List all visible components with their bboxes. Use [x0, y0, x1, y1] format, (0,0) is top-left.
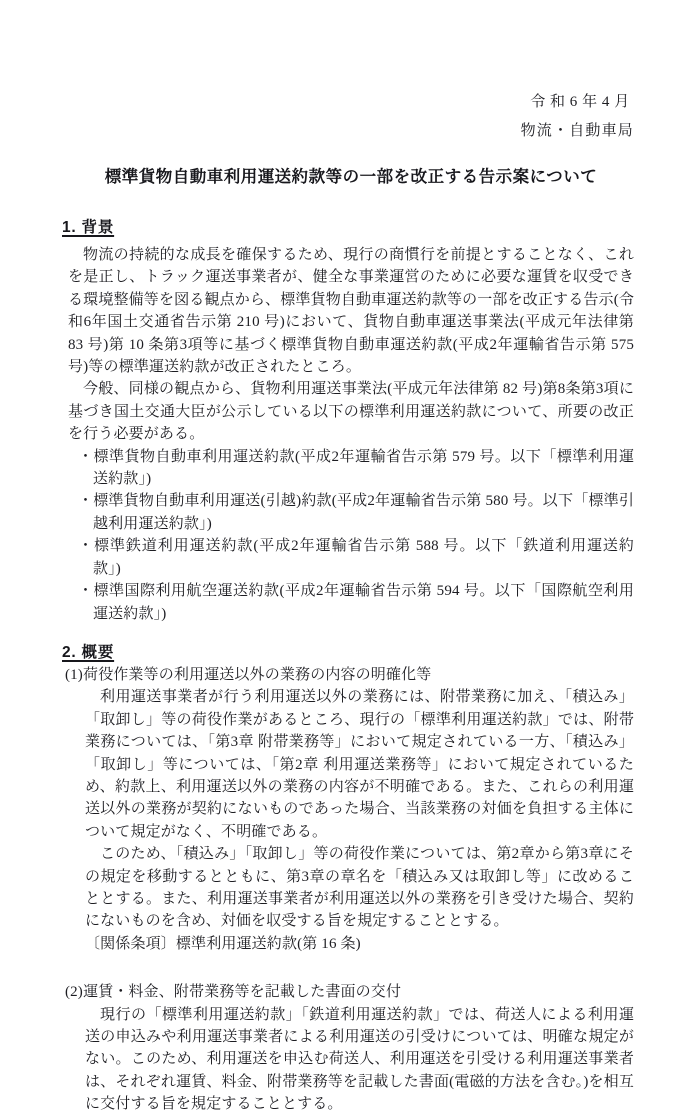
section-background-body — [68, 244, 634, 625]
tariff-list-item-1: ・標準貨物自動車利用運送約款(平成2年運輸省告示第 579 号。以下「標準利用運送約款」) — [78, 448, 634, 488]
subsection-2-heading: (2)運賃・料金、附帯業務等を記載した書面の交付 — [65, 984, 402, 1001]
issuing-bureau: 物流・自動車局 — [520, 123, 634, 139]
subsection-1-paragraph-2: このため、「積込み」「取卸し」等の荷役作業については、第2章から第3章にその規定を移動するとともに、第3章の章名を「積込み又は取卸し等」に改めることとする。また、利用運送事業者が利用運送以外の業務を引き受けた場合、契約にないものを含め、対価を収受する旨を規定することとする。 — [85, 846, 634, 930]
tariff-list — [78, 446, 634, 625]
tariff-list-item-4: ・標準国際利用航空運送約款(平成2年運輸省告示第 594 号。以下「国際航空利用運送約款」) — [78, 583, 634, 622]
issue-date: 令和6年4月 — [530, 94, 634, 110]
background-paragraph-1: 物流の持続的な成長を確保するため、現行の商慣行を前提とすることなく、これを是正し、トラック運送事業者が、健全な事業運営のために必要な運賃を収受できる環境整備等を図る観点から、標準貨物自動車運送約款等の一部を改正する告示(令和6年国土交通省告示第 210 号)において、貨物自動車運送事業法(平成元年法律第 83 号)第 10 条第3項等に基づく標準貨物自動車運送約款(平成2年運輸省告示第 575 号)等の標準運送約款が改正されたところ。 — [68, 247, 634, 376]
tariff-list-item-3: ・標準鉄道利用運送約款(平成2年運輸省告示第 588 号。以下「鉄道利用運送約款」) — [78, 538, 634, 577]
section-background — [62, 215, 634, 625]
subsection-1-heading: (1)荷役作業等の利用運送以外の業務の内容の明確化等 — [65, 666, 432, 683]
section-overview-heading: 2. 概要 — [62, 643, 115, 661]
subsection-2-body — [85, 1004, 634, 1116]
subsection-2 — [65, 981, 634, 1115]
related-clause: 〔関係条項〕標準利用運送約款(第 16 条) — [85, 935, 361, 952]
tariff-list-item-2: ・標準貨物自動車利用運送(引越)約款(平成2年運輸省告示第 580 号。以下「標準引越利用運送約款」) — [78, 493, 634, 532]
section-background-heading: 1. 背景 — [62, 219, 115, 236]
subsection-1-body — [85, 686, 634, 955]
subsection-2-paragraph-1: 現行の「標準利用運送約款」「鉄道利用運送約款」では、荷送人による利用運送の申込みや利用運送事業者による利用運送の引受けについては、明確な規定がない。このため、利用運送を申込む荷送人、利用運送を引受ける利用運送事業者は、それぞれ運賃、料金、附帯業務等を記載した書面(電磁的方法を含む。)を相互に交付する旨を規定することとする。 — [85, 1006, 634, 1113]
section-overview — [62, 640, 634, 1116]
document-title: 標準貨物自動車利用運送約款等の一部を改正する告示案について — [104, 168, 598, 186]
document-header — [68, 88, 634, 146]
subsection-1-paragraph-1: 利用運送事業者が行う利用運送以外の業務には、附帯業務に加え、「積込み」「取卸し」等の荷役作業があるところ、現行の「標準利用運送約款」では、附帯業務については、「第3章 附帯業務等」において規定されている一方、「積込み」「取卸し」等については、「第2章 利用運送業務等」において規定されているため、約款上、利用運送以外の業務の内容が不明確である。また、これらの利用運送以外の業務が契約にないものであった場合、当該業務の対価を負担する主体について規定がなく、不明確である。 — [85, 689, 634, 840]
background-paragraph-2: 今般、同様の観点から、貨物利用運送事業法(平成元年法律第 82 号)第8条第3項に基づき国土交通大臣が公示している以下の標準利用運送約款について、所要の改正を行う必要がある。 — [68, 381, 634, 443]
subsection-1 — [65, 664, 634, 955]
